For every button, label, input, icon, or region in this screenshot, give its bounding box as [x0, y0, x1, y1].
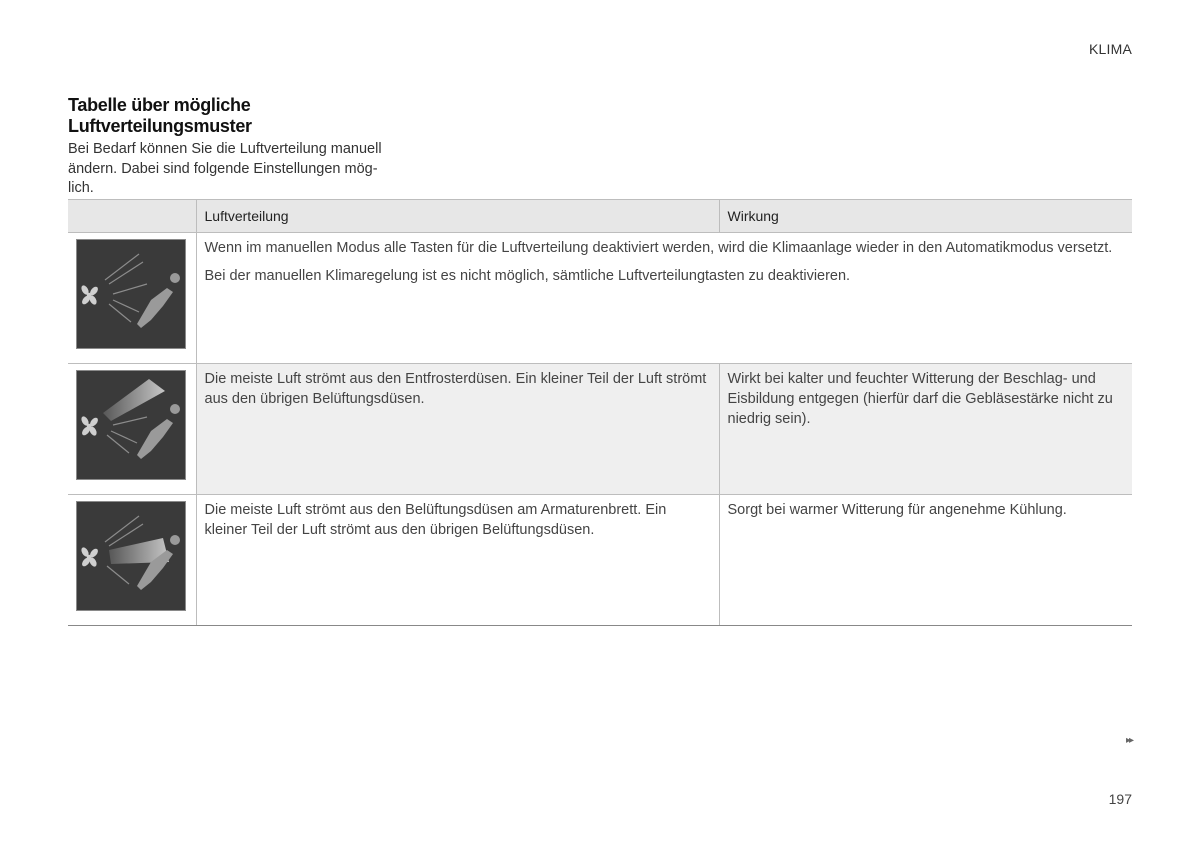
page-heading: Tabelle über mögliche Luftverteilungsmuster: [68, 95, 252, 136]
distribution-cell: Die meiste Luft strömt aus den Belüftungsdüsen am Armaturenbrett. Ein kleiner Teil der Luft strömt aus den übrigen Belüftungsdüsen.: [196, 495, 719, 626]
continue-arrows-icon: ▸▸: [1125, 735, 1132, 746]
icon-cell: [68, 364, 196, 495]
description-cell: [196, 233, 1132, 364]
header-effect: Wirkung: [719, 200, 1132, 233]
row1-text-2: Bei der manuellen Klimaregelung ist es nicht möglich, sämtliche Luftverteilungtasten zu deaktivieren.: [204, 268, 851, 284]
air-distribution-table: [68, 199, 1132, 626]
table-header-row: [68, 200, 1132, 233]
intro-paragraph: Bei Bedarf können Sie die Luftverteilung manuell ändern. Dabei sind folgende Einstellungen mög-lich.: [68, 141, 382, 196]
table-row: [68, 495, 1132, 626]
icon-cell: [68, 233, 196, 364]
air-distribution-dashboard-vents-icon: [76, 501, 186, 611]
icon-cell: [68, 495, 196, 626]
header-distribution: Luftverteilung: [196, 200, 719, 233]
effect-cell: Wirkt bei kalter und feuchter Witterung der Beschlag- und Eisbildung entgegen (hierfür darf die Gebläsestärke nicht zu niedrig sein).: [719, 364, 1132, 495]
distribution-cell: Die meiste Luft strömt aus den Entfrosterdüsen. Ein kleiner Teil der Luft strömt aus den übrigen Belüftungsdüsen.: [196, 364, 719, 495]
page-number: 197: [1108, 791, 1132, 807]
table-row: [68, 364, 1132, 495]
air-distribution-defrost-icon: [76, 370, 186, 480]
table-row: [68, 233, 1132, 364]
air-distribution-all-off-icon: [76, 239, 186, 349]
row1-text: Wenn im manuellen Modus alle Tasten für die Luftverteilung deaktiviert werden, wird die Klimaanlage wieder in den Automatikmodus versetzt.: [204, 240, 1113, 256]
effect-cell: Sorgt bei warmer Witterung für angenehme Kühlung.: [719, 495, 1132, 626]
header-icon-column: [68, 200, 196, 233]
section-label: KLIMA: [1088, 41, 1132, 57]
